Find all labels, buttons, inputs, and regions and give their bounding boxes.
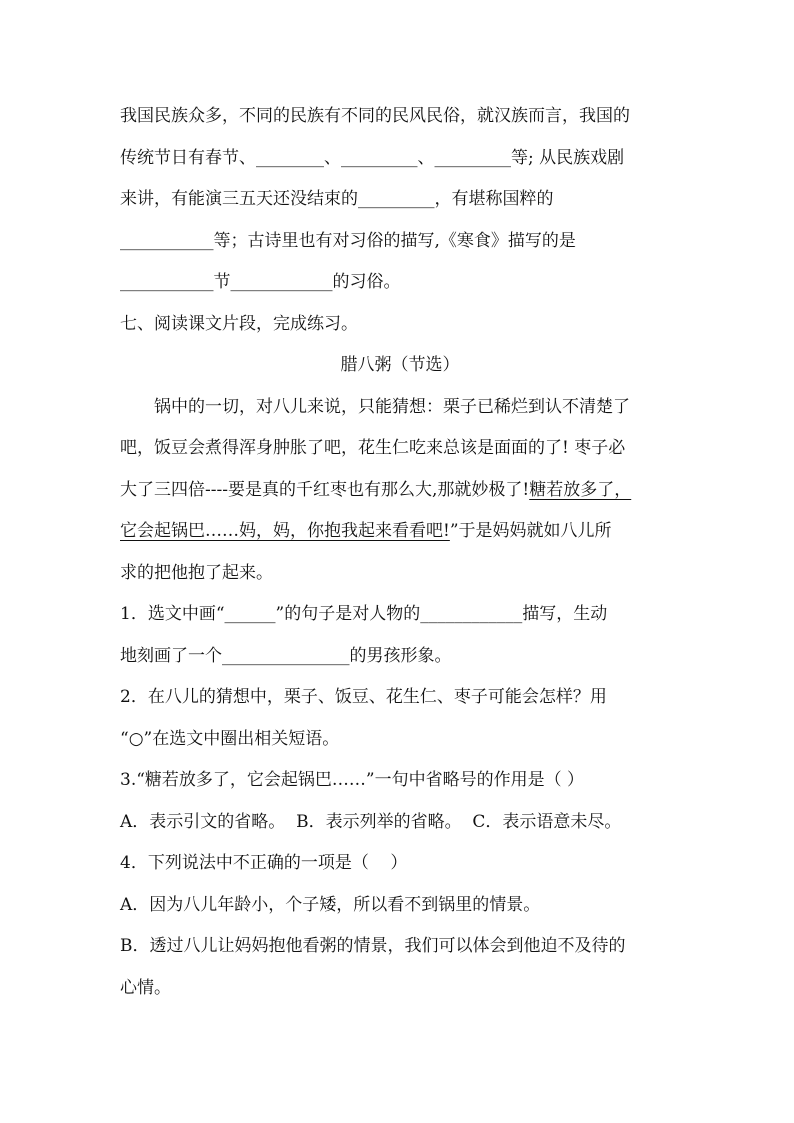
question-4	[120, 843, 680, 1009]
passage-line: 吧，饭豆会煮得浑身肿胀了吧，花生仁吃来总该是面面的了! 枣子必	[120, 438, 626, 458]
question-2	[120, 677, 680, 760]
passage-line: 锅中的一切，对八儿来说，只能猜想：栗子已稀烂到认不清楚了	[154, 396, 630, 417]
question-3	[120, 760, 680, 843]
passage-title: 腊八粥（节选）	[340, 355, 460, 375]
intro-line: ___________等；古诗里也有对习俗的描写,《寒食》描写的是	[120, 230, 576, 251]
question-line: 4．下列说法中不正确的一项是（ ）	[120, 853, 408, 873]
question-line: 2．在八儿的猜想中，栗子、饭豆、花生仁、枣子可能会怎样？用	[120, 687, 607, 707]
intro-line: ___________节____________的习俗。	[120, 272, 401, 292]
question-line: 1．选文中画“______”的句子是对人物的____________描写，生动	[120, 604, 608, 624]
question-1	[120, 594, 680, 677]
intro-paragraph	[120, 96, 680, 304]
question-option: 心情。	[120, 977, 171, 998]
passage-text: ”于是妈妈就如八儿所	[449, 521, 612, 541]
question-line: 地刻画了一个_______________的男孩形象。	[120, 645, 452, 666]
passage-line: 求的把他抱了起来。	[120, 562, 273, 583]
passage-text: 大了三四倍----要是真的千红枣也有那么大,那就妙极了!	[120, 479, 530, 500]
question-line: “○”在选文中圈出相关短语。	[120, 728, 340, 749]
question-line: 3.“糖若放多了，它会起锅巴……”一句中省略号的作用是（ ）	[120, 770, 585, 790]
passage	[120, 387, 680, 595]
intro-line: 来讲，有能演三五天还没结束的_________，有堪称国粹的	[120, 189, 554, 209]
question-option: A．因为八儿年龄小，个子矮，所以看不到锅里的情景。	[120, 894, 541, 915]
passage-line	[120, 511, 680, 553]
intro-line: 传统节日有春节、________、_________、_________等; 从民族戏剧	[120, 147, 625, 168]
intro-line: 我国民族众多，不同的民族有不同的民风民俗，就汉族而言，我国的	[120, 106, 630, 126]
passage-line	[120, 470, 680, 512]
document-page	[120, 96, 680, 1009]
question-option: B．透过八儿让妈妈抱他看粥的情景，我们可以体会到他迫不及待的	[120, 936, 626, 956]
underlined-sentence: 它会起锅巴……妈，妈，你抱我起来看看吧!	[120, 521, 450, 541]
question-options: A．表示引文的省略。 B．表示列举的省略。 C．表示语意未尽。	[120, 811, 622, 832]
section-heading: 七、阅读课文片段，完成练习。	[120, 313, 358, 334]
underlined-sentence: 糖若放多了，	[529, 479, 632, 500]
